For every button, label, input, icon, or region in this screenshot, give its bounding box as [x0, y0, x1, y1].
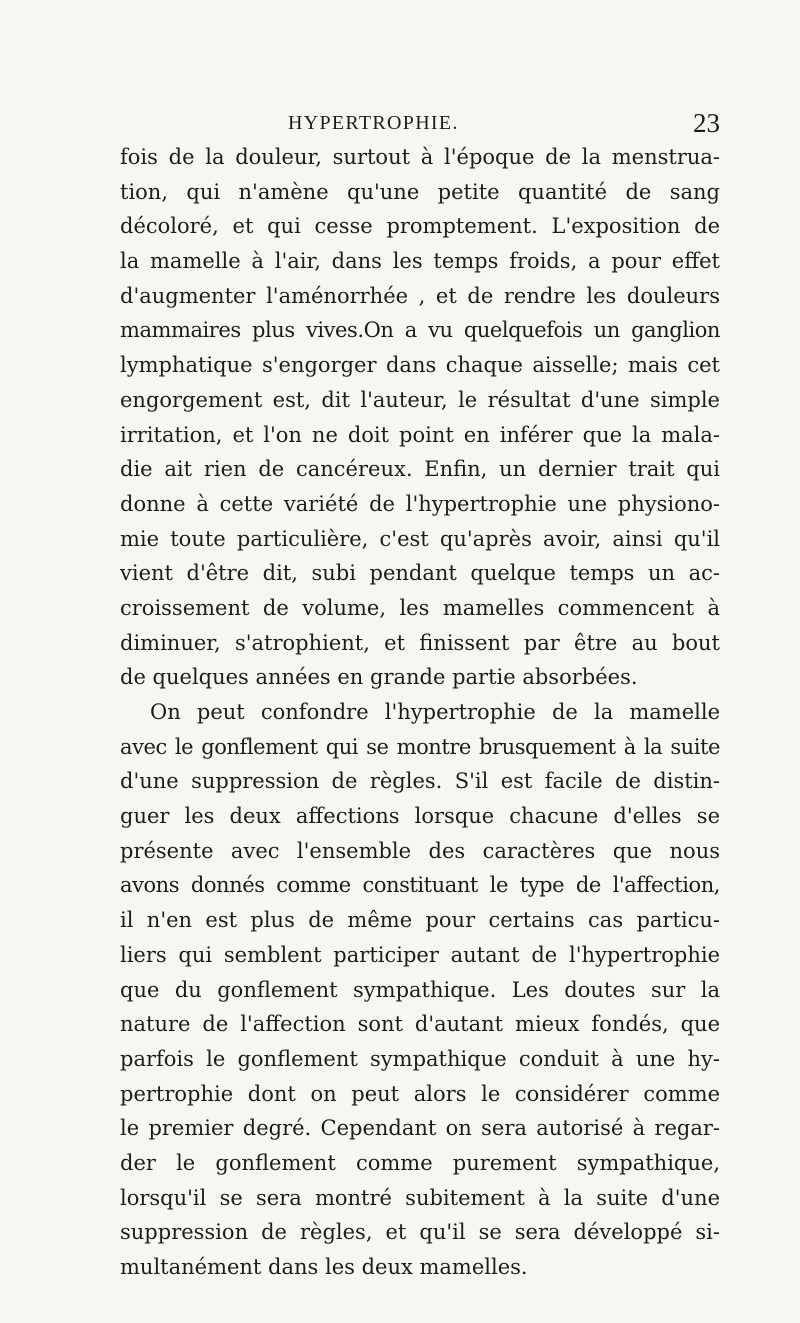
text-line: donne à cette variété de l'hypertrophie une physiono- — [120, 491, 720, 516]
text-line: pertrophie dont on peut alors le considérer comme — [120, 1081, 720, 1106]
text-line: avec le gonflement qui se montre brusquement à la suite — [120, 734, 720, 759]
text-line: diminuer, s'atrophient, et finissent par être au bout — [120, 630, 720, 655]
text-line: décoloré, et qui cesse promptement. L'exposition de — [120, 214, 720, 239]
text-line: mie toute particulière, c'est qu'après avoir, ainsi qu'il — [120, 526, 720, 551]
text-line: la mamelle à l'air, dans les temps froids, a pour effet — [120, 249, 720, 274]
text-line: le premier degré. Cependant on sera autorisé à regar- — [120, 1116, 720, 1141]
text-line: présente avec l'ensemble des caractères que nous — [120, 838, 720, 863]
text-line: lymphatique s'engorger dans chaque aisselle; mais cet — [120, 353, 720, 378]
text-line: vient d'être dit, subi pendant quelque temps un ac- — [120, 561, 720, 586]
text-line: lorsqu'il se sera montré subitement à la suite d'une — [120, 1185, 720, 1210]
running-title: HYPERTROPHIE. — [288, 112, 459, 134]
text-line: croissement de volume, les mamelles commencent à — [120, 595, 720, 620]
body-text — [120, 140, 720, 1285]
text-line: irritation, et l'on ne doit point en inférer que la mala- — [120, 422, 720, 447]
text-line: liers qui semblent participer autant de l'hypertrophie — [120, 942, 720, 967]
text-line: parfois le gonflement sympathique conduit à une hy- — [120, 1046, 720, 1071]
page-number: 23 — [693, 108, 720, 138]
page-header — [120, 110, 720, 140]
text-line: de quelques années en grande partie absorbées. — [120, 665, 638, 690]
text-line: multanément dans les deux mamelles. — [120, 1255, 528, 1279]
text-line: der le gonflement comme purement sympathique, — [120, 1150, 720, 1175]
text-line: que du gonflement sympathique. Les doutes sur la — [120, 977, 720, 1002]
text-line: avons donnés comme constituant le type de l'affection, — [120, 873, 720, 898]
text-line: engorgement est, dit l'auteur, le résultat d'une simple — [120, 387, 720, 412]
text-line: d'une suppression de règles. S'il est facile de distin- — [120, 769, 720, 794]
text-line: suppression de règles, et qu'il se sera développé si- — [120, 1220, 720, 1245]
text-line: tion, qui n'amène qu'une petite quantité de sang — [120, 179, 720, 204]
text-line: nature de l'affection sont d'autant mieux fondés, que — [120, 1012, 720, 1037]
text-line: d'augmenter l'aménorrhée , et de rendre les douleurs — [120, 283, 720, 308]
text-line: On peut confondre l'hypertrophie de la mamelle — [150, 700, 720, 724]
text-line: fois de la douleur, surtout à l'époque de la menstrua- — [120, 145, 720, 169]
text-line: die ait rien de cancéreux. Enfin, un dernier trait qui — [120, 457, 720, 482]
text-line: il n'en est plus de même pour certains cas particu- — [120, 908, 720, 933]
text-line: guer les deux affections lorsque chacune d'elles se — [120, 804, 720, 829]
text-line: mammaires plus vives.On a vu quelquefois un ganglion — [120, 318, 720, 343]
